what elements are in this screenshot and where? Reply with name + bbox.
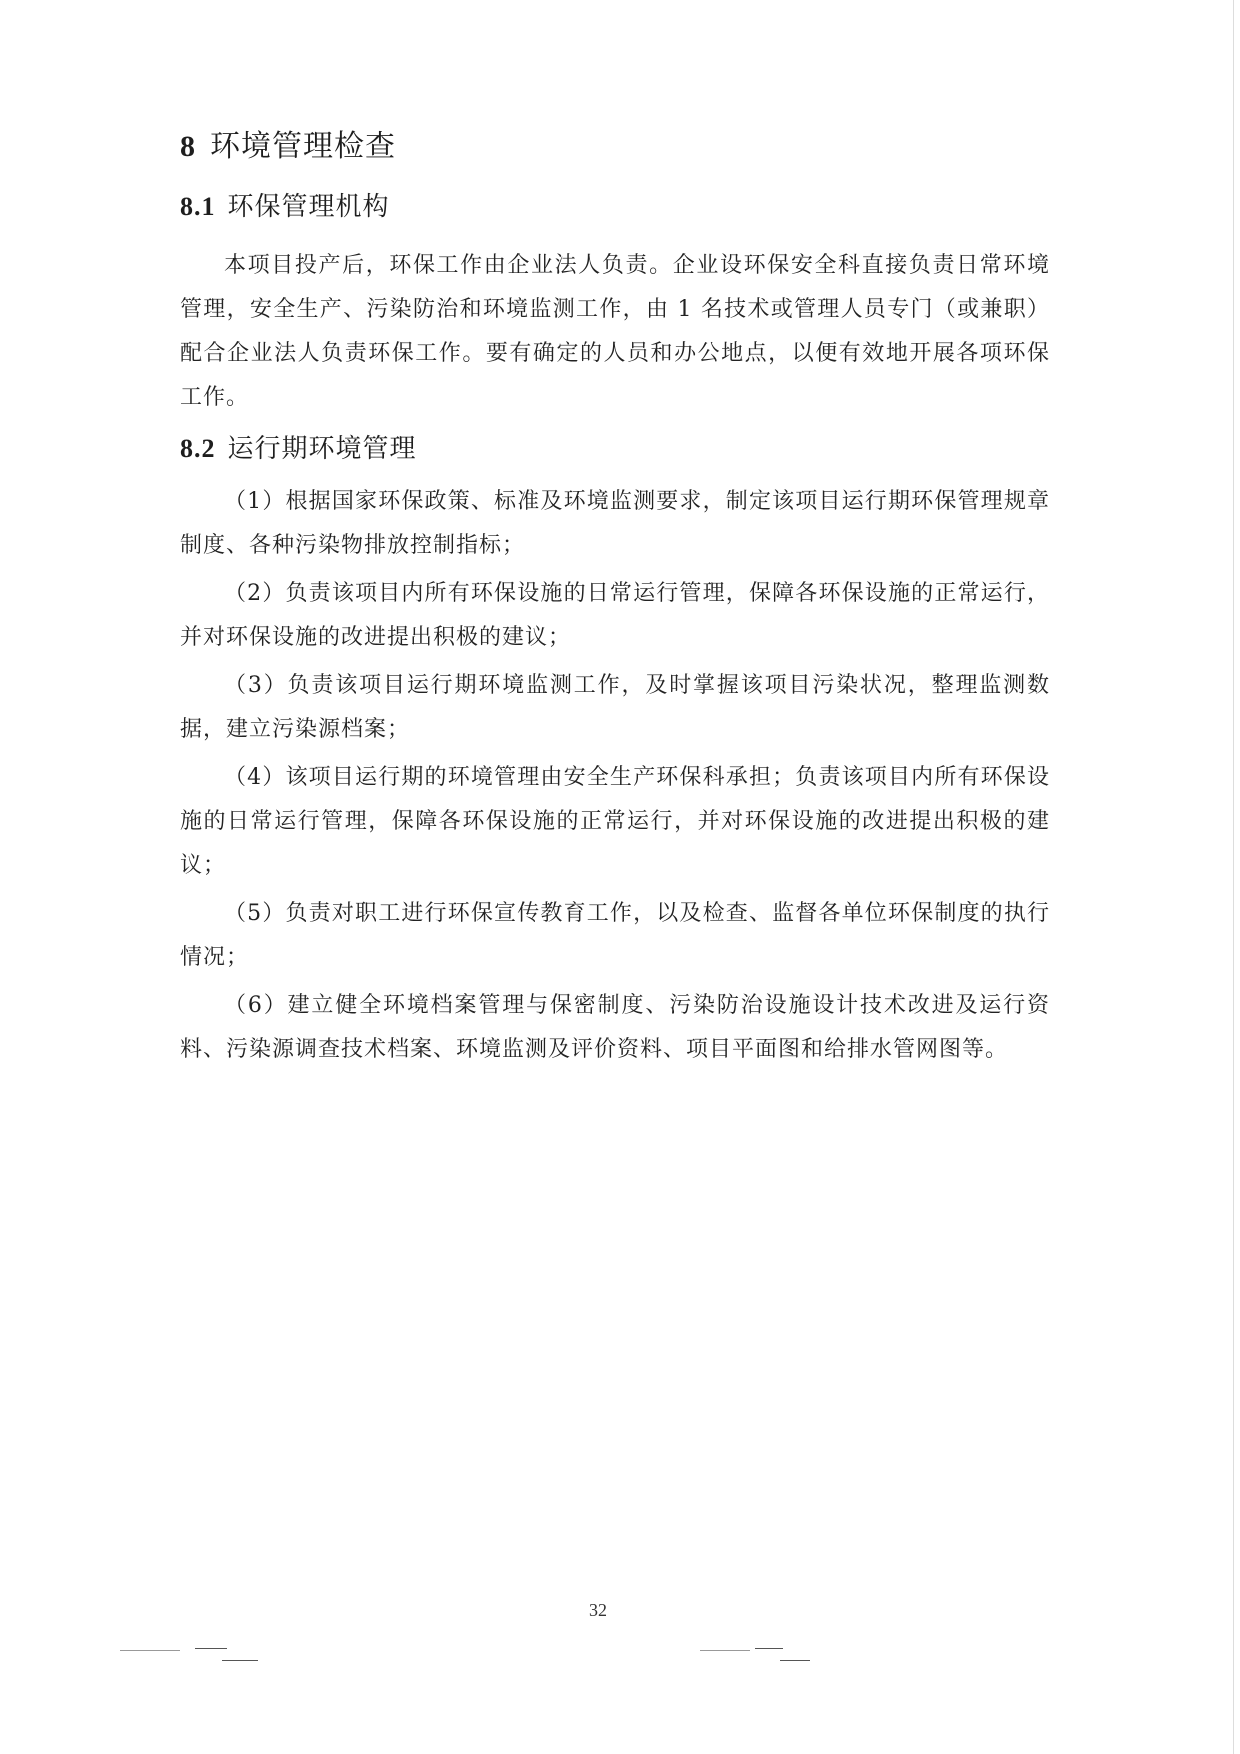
list-item-2: （2）负责该项目内所有环保设施的日常运行管理，保障各环保设施的正常运行，并对环保设施的改进提出积极的建议； <box>180 581 1050 650</box>
list-item-5: （5）负责对职工进行环保宣传教育工作，以及检查、监督各单位环保制度的执行情况； <box>180 901 1050 970</box>
page-content <box>180 120 1050 1076</box>
scan-mark-left-3 <box>222 1660 258 1661</box>
section-8-2-heading <box>180 424 1050 474</box>
section-8-heading <box>180 120 1050 174</box>
section-8-1-heading <box>180 182 1050 232</box>
list-item-3: （3）负责该项目运行期环境监测工作，及时掌握该项目污染状况，整理监测数据，建立污染源档案； <box>180 673 1050 742</box>
scan-mark-right-3 <box>780 1660 810 1661</box>
section-8-1-paragraph: 本项目投产后，环保工作由企业法人负责。企业设环保安全科直接负责日常环境管理，安全生产、污染防治和环境监测工作，由 1 名技术或管理人员专门（或兼职）配合企业法人负责环保工作。要有确定的人员和办公地点，以便有效地开展各项环保工作。 <box>180 253 1050 410</box>
section-8-number: 8 <box>180 130 196 163</box>
scan-mark-left-2 <box>195 1648 227 1649</box>
section-8-2-number: 8.2 <box>180 434 216 463</box>
list-item-6: （6）建立健全环境档案管理与保密制度、污染防治设施设计技术改进及运行资料、污染源调查技术档案、环境监测及评价资料、项目平面图和给排水管网图等。 <box>180 993 1050 1062</box>
section-8-1-title: 环保管理机构 <box>227 192 390 222</box>
section-8-1-number: 8.1 <box>180 192 216 221</box>
scan-mark-left-1 <box>120 1650 180 1651</box>
section-8-title: 环境管理检查 <box>210 129 396 164</box>
list-item-1: （1）根据国家环保政策、标准及环境监测要求，制定该项目运行期环保管理规章制度、各种污染物排放控制指标； <box>180 489 1050 558</box>
list-item-4: （4）该项目运行期的环境管理由安全生产环保科承担；负责该项目内所有环保设施的日常运行管理，保障各环保设施的正常运行，并对环保设施的改进提出积极的建议； <box>180 765 1050 878</box>
scan-mark-right-2 <box>755 1648 783 1649</box>
section-8-2-title: 运行期环境管理 <box>227 434 417 464</box>
scan-mark-right-1 <box>700 1650 750 1651</box>
page-number: 32 <box>589 1600 607 1620</box>
scan-edge-line <box>1233 0 1234 1754</box>
